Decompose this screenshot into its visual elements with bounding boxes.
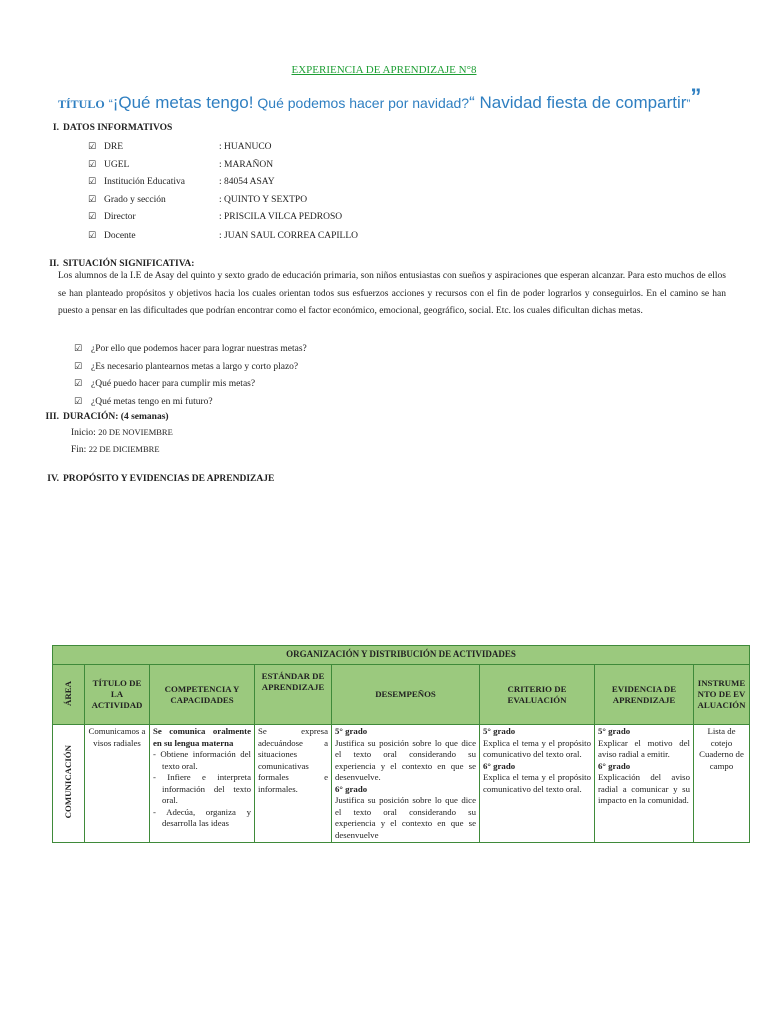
desempeno-text: Justifica su posición sobre lo que dice el texto oral considerando su experiencia y el contexto en que se desenvuelve.	[335, 737, 476, 782]
cell-criterio	[480, 725, 595, 843]
grade-label: 6° grado	[598, 760, 631, 771]
info-label: UGEL	[104, 160, 130, 170]
cell-desempenos	[332, 725, 480, 843]
cell-instrumento: Lista de cotejo Cuaderno de campo	[694, 725, 750, 843]
cell-competencia	[150, 725, 255, 843]
section-2-number: II.	[49, 259, 59, 269]
section-4-number: IV.	[47, 474, 59, 484]
area-label: COMUNICACIÓN	[62, 745, 73, 819]
info-label: Grado y sección	[104, 195, 166, 205]
situation-paragraph: Los alumnos de la I.E de Asay del quinto y sexto grado de educación primaria, son niños entusiastas con sueños y aspiraciones que esperan alcanzar. Para esto muchos de ellos se han planteado propósitos y objetivos hacia los cuales orientan todos sus esfuerzos acciones y recursos con el fin de poder lograrlos y conseguirlos. En el camino se han puesto a pensar en las dificultades que podrían encontrar como el factor económico, emocional, geográfico, social. Etc. los cuales dificultan dichas metas.	[58, 271, 726, 316]
info-row-docente	[88, 229, 358, 243]
section-1-number: I.	[52, 123, 59, 133]
header-estandar: ESTÁNDAR DE APRENDIZAJE	[255, 665, 332, 725]
info-row-institucion	[88, 175, 275, 189]
info-value: : JUAN SAUL CORREA CAPILLO	[219, 231, 358, 241]
start-date-value: 20 DE NOVIEMBRE	[98, 427, 173, 437]
end-date-label: Fin:	[71, 445, 89, 455]
question-text: ¿Por ello que podemos hacer para lograr nuestras metas?	[91, 344, 307, 354]
experience-title: EXPERIENCIA DE APRENDIZAJE N°8	[291, 64, 477, 76]
section-3-number: III.	[45, 412, 59, 422]
end-date	[71, 444, 160, 455]
title-part-2: Qué podemos hacer por navidad?	[253, 95, 470, 111]
header-competencia: COMPETENCIA Y CAPACIDADES	[150, 665, 255, 725]
section-1-title: DATOS INFORMATIVOS	[63, 123, 173, 133]
info-row-director	[88, 210, 343, 224]
header-instrumento: INSTRUMENTO DE EVALUACIÓN	[694, 665, 750, 725]
checkbox-icon: ☑	[88, 142, 97, 152]
info-label: Director	[104, 212, 136, 222]
title-close-quote: ”	[690, 84, 702, 109]
start-date	[71, 427, 173, 438]
section-4-heading	[38, 474, 274, 484]
activities-table	[52, 645, 750, 843]
cell-titulo: Comunicamos avisos radiales	[85, 725, 150, 843]
question-text: ¿Qué puedo hacer para cumplir mis metas?	[91, 379, 256, 389]
grade-label: 6° grado	[335, 783, 368, 794]
title-open-quote: “	[108, 97, 113, 111]
question-text: ¿Es necesario plantearnos metas a largo y corto plazo?	[91, 362, 299, 372]
checkbox-icon: ☑	[74, 362, 83, 372]
capacidad-item: - Infiere e interpreta información del texto oral.	[153, 772, 251, 805]
title-label: TÍTULO	[58, 97, 105, 111]
header-desempenos: DESEMPEÑOS	[332, 665, 480, 725]
question-item	[74, 395, 213, 409]
document-title	[58, 84, 701, 113]
title-part-3: “ Navidad fiesta de compartir	[469, 93, 687, 112]
competencia-text: Se comunica oralmente en su lengua materna	[153, 726, 251, 748]
capacidad-item: - Obtiene información del texto oral.	[153, 749, 251, 771]
checkbox-icon: ☑	[74, 344, 83, 354]
criterio-text: Explica el tema y el propósito comunicativo del texto oral.	[483, 772, 591, 794]
checkbox-icon: ☑	[88, 177, 97, 187]
checkbox-icon: ☑	[74, 397, 83, 407]
header-titulo: TÍTULO DE LA ACTIVIDAD	[85, 665, 150, 725]
info-value: : QUINTO Y SEXTPO	[219, 195, 308, 205]
header-area	[53, 665, 85, 725]
grade-label: 5° grado	[335, 726, 368, 736]
capacidad-item: - Adecúa, organiza y desarrolla las ideas	[153, 806, 251, 828]
section-4-title: PROPÓSITO Y EVIDENCIAS DE APRENDIZAJE	[63, 474, 275, 484]
info-label: DRE	[104, 142, 123, 152]
grade-label: 5° grado	[598, 726, 631, 736]
section-3-heading	[36, 412, 169, 422]
cell-evidencia	[595, 725, 694, 843]
cell-estandar: Se expresa adecuándose a situaciones comunicativas formales e informales.	[255, 725, 332, 843]
evidencia-text: Explicar el motivo del aviso radial a emitir.	[598, 737, 690, 759]
checkbox-icon: ☑	[88, 212, 97, 222]
question-item	[74, 360, 298, 374]
section-1-heading	[46, 123, 172, 133]
title-part-4: ”	[686, 97, 691, 111]
checkbox-icon: ☑	[74, 379, 83, 389]
title-part-1: ¡Qué metas tengo!	[112, 93, 254, 112]
evidencia-text: Explicación del aviso radial a comunicar y su impacto en la comunidad.	[598, 772, 690, 805]
table-banner: ORGANIZACIÓN Y DISTRIBUCIÓN DE ACTIVIDADES	[53, 646, 750, 665]
info-row-dre	[88, 140, 272, 154]
criterio-text: Explica el tema y el propósito comunicativo del texto oral.	[483, 737, 591, 759]
cell-area	[53, 725, 85, 843]
info-value: : HUANUCO	[219, 142, 272, 152]
grade-label: 5° grado	[483, 726, 516, 736]
header-area-label: ÁREA	[63, 680, 73, 706]
section-3-title: DURACIÓN: (4 semanas)	[63, 412, 169, 422]
checkbox-icon: ☑	[88, 160, 97, 170]
info-value: : PRISCILA VILCA PEDROSO	[219, 212, 343, 222]
question-item	[74, 342, 307, 356]
info-label: Docente	[104, 231, 136, 241]
info-row-ugel	[88, 158, 274, 172]
header-criterio: CRITERIO DE EVALUACIÓN	[480, 665, 595, 725]
info-value: : MARAÑON	[219, 160, 274, 170]
info-value: : 84054 ASAY	[219, 177, 275, 187]
info-row-grado	[88, 193, 308, 207]
question-text: ¿Qué metas tengo en mi futuro?	[91, 397, 213, 407]
end-date-value: 22 DE DICIEMBRE	[88, 444, 160, 454]
info-label: Institución Educativa	[104, 177, 185, 187]
section-2-title: SITUACIÓN SIGNIFICATIVA:	[63, 259, 195, 269]
checkbox-icon: ☑	[88, 195, 97, 205]
header-evidencia: EVIDENCIA DE APRENDIZAJE	[595, 665, 694, 725]
table-row	[53, 725, 750, 843]
grade-label: 6° grado	[483, 760, 516, 771]
checkbox-icon: ☑	[88, 231, 97, 241]
desempeno-text: Justifica su posición sobre lo que dice el texto oral considerando su experiencia y el contexto en que se desenvuelve	[335, 795, 476, 840]
question-item	[74, 377, 255, 391]
capacidades-list	[153, 749, 251, 830]
start-date-label: Inicio:	[71, 428, 99, 438]
